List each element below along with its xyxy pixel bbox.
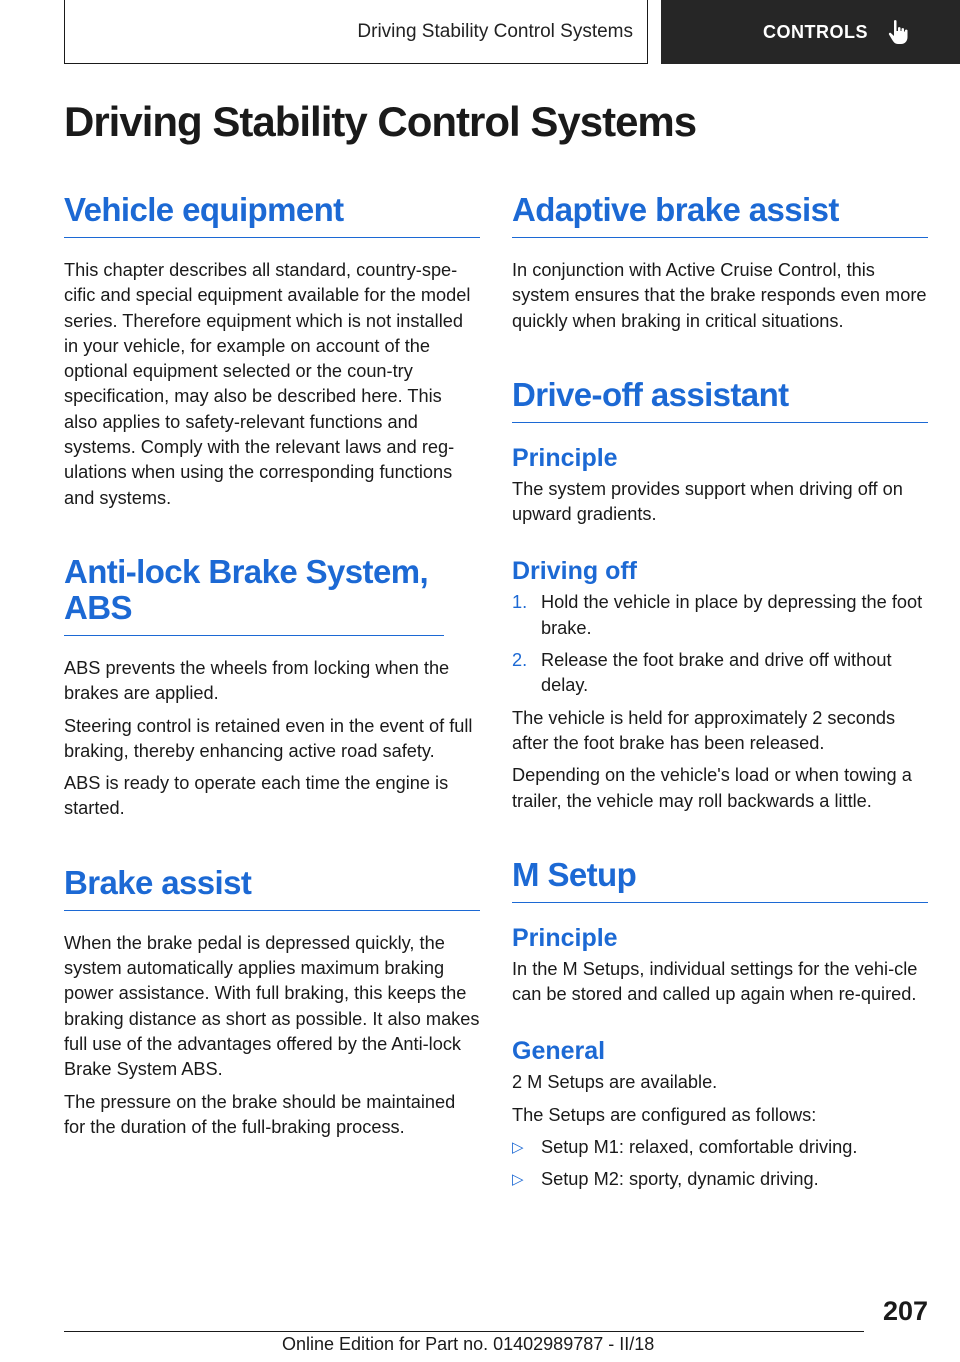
section-heading: M Setup (512, 857, 928, 903)
bullet-text: Setup M2: sporty, dynamic driving. (541, 1169, 819, 1190)
section-heading: Drive-off assistant (512, 377, 928, 423)
page-number: 207 (882, 1296, 928, 1326)
list-item (512, 590, 928, 641)
bullet-list (512, 1135, 928, 1193)
header-section-title: Driving Stability Control Systems (357, 20, 633, 42)
section-abs (64, 554, 480, 822)
section-brake-assist (64, 865, 480, 1140)
triangle-bullet-icon: ▷ (512, 1139, 524, 1157)
paragraph: Depending on the vehicle's load or when towing a trailer, the vehicle may roll backwards a little. (512, 765, 912, 811)
hand-pointer-icon (888, 19, 910, 45)
steps-list (512, 590, 928, 698)
paragraph: In conjunction with Active Cruise Control, this system ensures that the brake responds even more quickly when braking in critical situations. (512, 260, 927, 331)
paragraph: ABS is ready to operate each time the engine is started. (64, 773, 449, 819)
left-column (64, 192, 480, 1147)
footer-divider (64, 1331, 864, 1332)
header-chapter-title: CONTROLS (763, 21, 868, 42)
step-number: 2. (512, 650, 528, 671)
subsection-heading: Principle (512, 923, 618, 952)
step-text: Release the foot brake and drive off without delay. (541, 650, 892, 696)
running-header-section (64, 0, 648, 64)
list-item (512, 648, 928, 699)
paragraph: The Setups are configured as follows: (512, 1104, 817, 1125)
section-heading: Vehicle equipment (64, 192, 480, 238)
section-heading: Anti-lock Brake System, ABS (64, 554, 444, 636)
section-adaptive-brake-assist (512, 192, 928, 334)
paragraph: This chapter describes all standard, country-spe‐cific and special equipment available for the model series. Therefore equipment which is not installed in your vehicle, for example on account of the optional equipment selected or the coun‐try specification, may also be described here. This also applies to safety-relevant functions and systems. Comply with the relevant laws and reg‐ulations when using the corresponding functions and systems. (64, 260, 471, 508)
subsection-heading: Principle (512, 443, 618, 472)
paragraph: The system provides support when driving off on upward gradients. (512, 478, 903, 525)
footer-edition: Online Edition for Part no. 01402989787 - II/18 (282, 1334, 655, 1354)
section-vehicle-equipment (64, 192, 480, 511)
paragraph: 2 M Setups are available. (512, 1072, 718, 1093)
section-heading: Adaptive brake assist (512, 192, 928, 238)
running-header-chapter (661, 0, 960, 64)
paragraph: In the M Setups, individual settings for the vehi‐cle can be stored and called up again when re‐quired. (512, 958, 918, 1005)
paragraph: When the brake pedal is depressed quickly, the system automatically applies maximum braking power assistance. With full braking, this keeps the braking distance as short as possible. It also makes full use of the advantages offered by the Anti-lock Brake System ABS. (64, 932, 480, 1080)
step-number: 1. (512, 592, 528, 613)
paragraph: The pressure on the brake should be maintained for the duration of the full-braking process. (64, 1091, 456, 1137)
list-item (512, 1167, 928, 1192)
section-drive-off-assistant (512, 377, 928, 814)
paragraph: The vehicle is held for approximately 2 seconds after the foot brake has been released. (512, 707, 896, 753)
paragraph: ABS prevents the wheels from locking when the brakes are applied. (64, 657, 450, 704)
step-text: Hold the vehicle in place by depressing the foot brake. (541, 592, 923, 638)
right-column (512, 192, 928, 1200)
section-m-setup (512, 857, 928, 1193)
bullet-text: Setup M1: relaxed, comfortable driving. (541, 1137, 858, 1158)
subsection-heading: General (512, 1037, 606, 1066)
subsection-heading: Driving off (512, 557, 637, 586)
paragraph: Steering control is retained even in the event of full braking, thereby enhancing active road safety. (64, 715, 473, 761)
page-title: Driving Stability Control Systems (64, 98, 697, 145)
triangle-bullet-icon: ▷ (512, 1171, 524, 1189)
list-item (512, 1135, 928, 1160)
section-heading: Brake assist (64, 865, 480, 911)
